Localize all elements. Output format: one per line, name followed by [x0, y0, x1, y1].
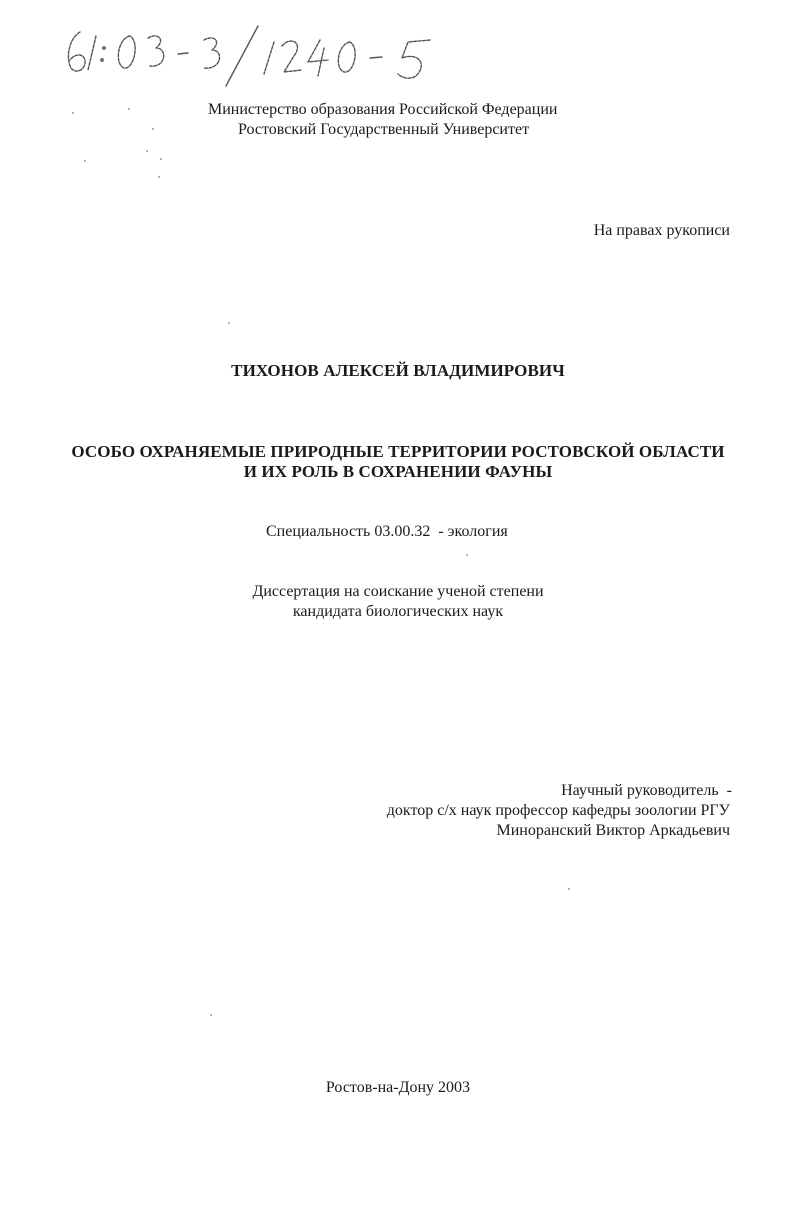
specialty-line: Специальность 03.00.32 - экология [266, 523, 508, 540]
university-line: Ростовский Государственный Университет [238, 121, 530, 138]
place-year: Ростов-на-Дону 2003 [325, 1079, 471, 1096]
supervisor-name: Миноранский Виктор Аркадьевич [496, 822, 730, 839]
thesis-title-line-2: И ИХ РОЛЬ В СОХРАНЕНИИ ФАУНЫ [243, 462, 553, 481]
scan-speck [210, 1014, 212, 1016]
scan-speck [84, 160, 86, 162]
scan-speck [158, 176, 160, 178]
scan-speck [568, 888, 570, 890]
rights-note: На правах рукописи [593, 222, 730, 239]
scan-speck [146, 150, 148, 152]
scan-speck [152, 128, 154, 130]
dissertation-line-1: Диссертация на соискание ученой степени [252, 583, 544, 600]
handwritten-catalog-number [58, 18, 448, 88]
supervisor-degree: доктор с/х наук профессор кафедры зоологии РГУ [386, 802, 730, 819]
supervisor-label: Научный руководитель - [561, 782, 732, 799]
scan-speck [228, 322, 230, 324]
scan-speck [466, 554, 468, 556]
dissertation-line-2: кандидата биологических наук [292, 603, 504, 620]
scan-speck [160, 158, 162, 160]
thesis-title-line-1: ОСОБО ОХРАНЯЕМЫЕ ПРИРОДНЫЕ ТЕРРИТОРИИ РОСТОВСКОЙ ОБЛАСТИ [71, 442, 725, 461]
scan-speck [72, 112, 74, 114]
ministry-line: Министерство образования Российской Федерации [208, 101, 558, 118]
author-name: ТИХОНОВ АЛЕКСЕЙ ВЛАДИМИРОВИЧ [231, 361, 565, 380]
scan-speck [128, 108, 130, 110]
